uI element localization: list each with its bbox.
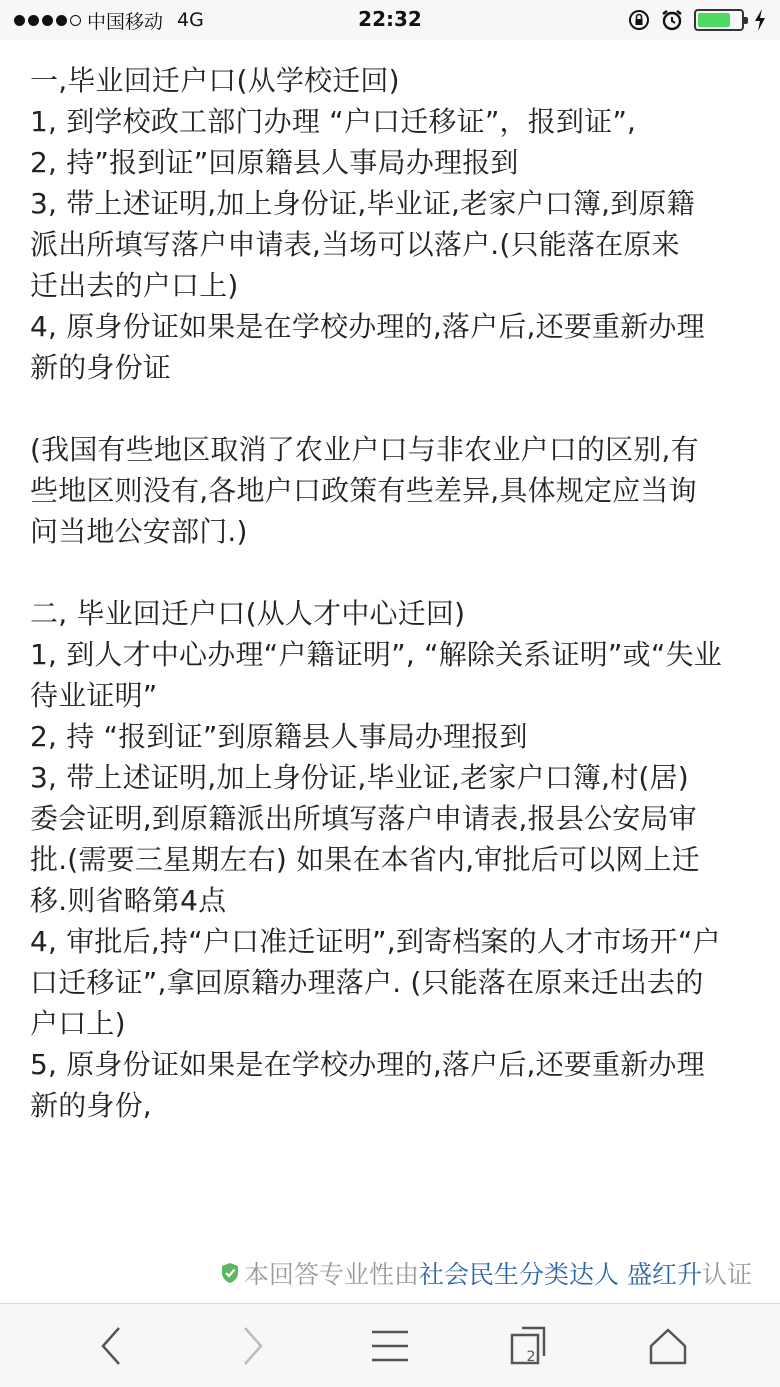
article-line: 1, 到人才中心办理“户籍证明”, “解除关系证明”或“失业 <box>30 638 722 671</box>
article-line: 新的身份证 <box>30 351 172 384</box>
article-line: 二, 毕业回迁户口(从人才中心迁回) <box>30 597 466 630</box>
network-type: 4G <box>177 9 204 31</box>
article-line: 2, 持 “报到证”到原籍县人事局办理报到 <box>30 720 528 753</box>
article-line: 派出所填写落户申请表,当场可以落户.(只能落在原来 <box>30 228 680 261</box>
back-button[interactable] <box>84 1318 140 1374</box>
paragraph-gap <box>30 552 755 593</box>
article-line: 新的身份, <box>30 1089 152 1122</box>
battery-level <box>698 13 730 27</box>
charging-bolt-icon <box>754 9 766 31</box>
article-line: 些地区则没有,各地户口政策有些差异,具体规定应当询 <box>30 474 697 507</box>
certification-prefix: 本回答专业性由 <box>243 1260 419 1289</box>
article-line: 4, 审批后,持“户口准迁证明”,到寄档案的人才市场开“户 <box>30 925 721 958</box>
certification-line <box>220 1253 752 1293</box>
article-line: 4, 原身份证如果是在学校办理的,落户后,还要重新办理 <box>30 310 705 343</box>
article-line: 批.(需要三星期左右) 如果在本省内,审批后可以网上迁 <box>30 843 700 876</box>
back-icon <box>97 1324 127 1368</box>
tab-count: 2 <box>526 1349 536 1365</box>
status-time: 22:32 <box>358 7 422 31</box>
home-button[interactable] <box>640 1318 696 1374</box>
verified-shield-icon <box>220 1262 240 1284</box>
status-right <box>628 7 766 33</box>
forward-icon <box>237 1324 267 1368</box>
article-line: 移.则省略第4点 <box>30 884 227 917</box>
article-line: 3, 带上述证明,加上身份证,毕业证,老家户口簿,村(居) <box>30 761 689 794</box>
certification-suffix: 认证 <box>701 1260 752 1289</box>
home-icon <box>648 1326 688 1366</box>
article-line: 问当地公安部门.) <box>30 515 248 548</box>
orientation-lock-icon <box>628 9 650 31</box>
article-body <box>30 60 755 1126</box>
article-line: 待业证明” <box>30 679 158 712</box>
menu-icon <box>370 1329 410 1363</box>
battery-icon <box>694 9 744 31</box>
article-line: 1, 到学校政工部门办理 “户口迁移证”，报到证”, <box>30 105 637 138</box>
article-line: (我国有些地区取消了农业户口与非农业户口的区别,有 <box>30 433 699 466</box>
paragraph-gap <box>30 388 755 429</box>
expert-name-link[interactable]: 盛红升 <box>626 1260 702 1289</box>
tabs-button[interactable] <box>500 1318 556 1374</box>
article-line: 5, 原身份证如果是在学校办理的,落户后,还要重新办理 <box>30 1048 705 1081</box>
article-line: 一,毕业回迁户口(从学校迁回) <box>30 64 400 97</box>
article-line: 户口上) <box>30 1007 126 1040</box>
alarm-icon <box>660 8 684 32</box>
article-line: 口迁移证”,拿回原籍办理落户. (只能落在原来迁出去的 <box>30 966 704 999</box>
carrier-name: 中国移动 <box>87 10 164 33</box>
tabs-icon <box>508 1326 548 1366</box>
article-line: 委会证明,到原籍派出所填写落户申请表,报县公安局审 <box>30 802 697 835</box>
menu-button[interactable] <box>362 1318 418 1374</box>
status-bar <box>0 0 780 40</box>
forward-button[interactable] <box>224 1318 280 1374</box>
article-line: 迁出去的户口上) <box>30 269 239 302</box>
category-expert-link[interactable]: 社会民生分类达人 <box>419 1260 620 1289</box>
browser-toolbar <box>0 1303 780 1387</box>
article-line: 3, 带上述证明,加上身份证,毕业证,老家户口簿,到原籍 <box>30 187 695 220</box>
article-line: 2, 持”报到证”回原籍县人事局办理报到 <box>30 146 519 179</box>
